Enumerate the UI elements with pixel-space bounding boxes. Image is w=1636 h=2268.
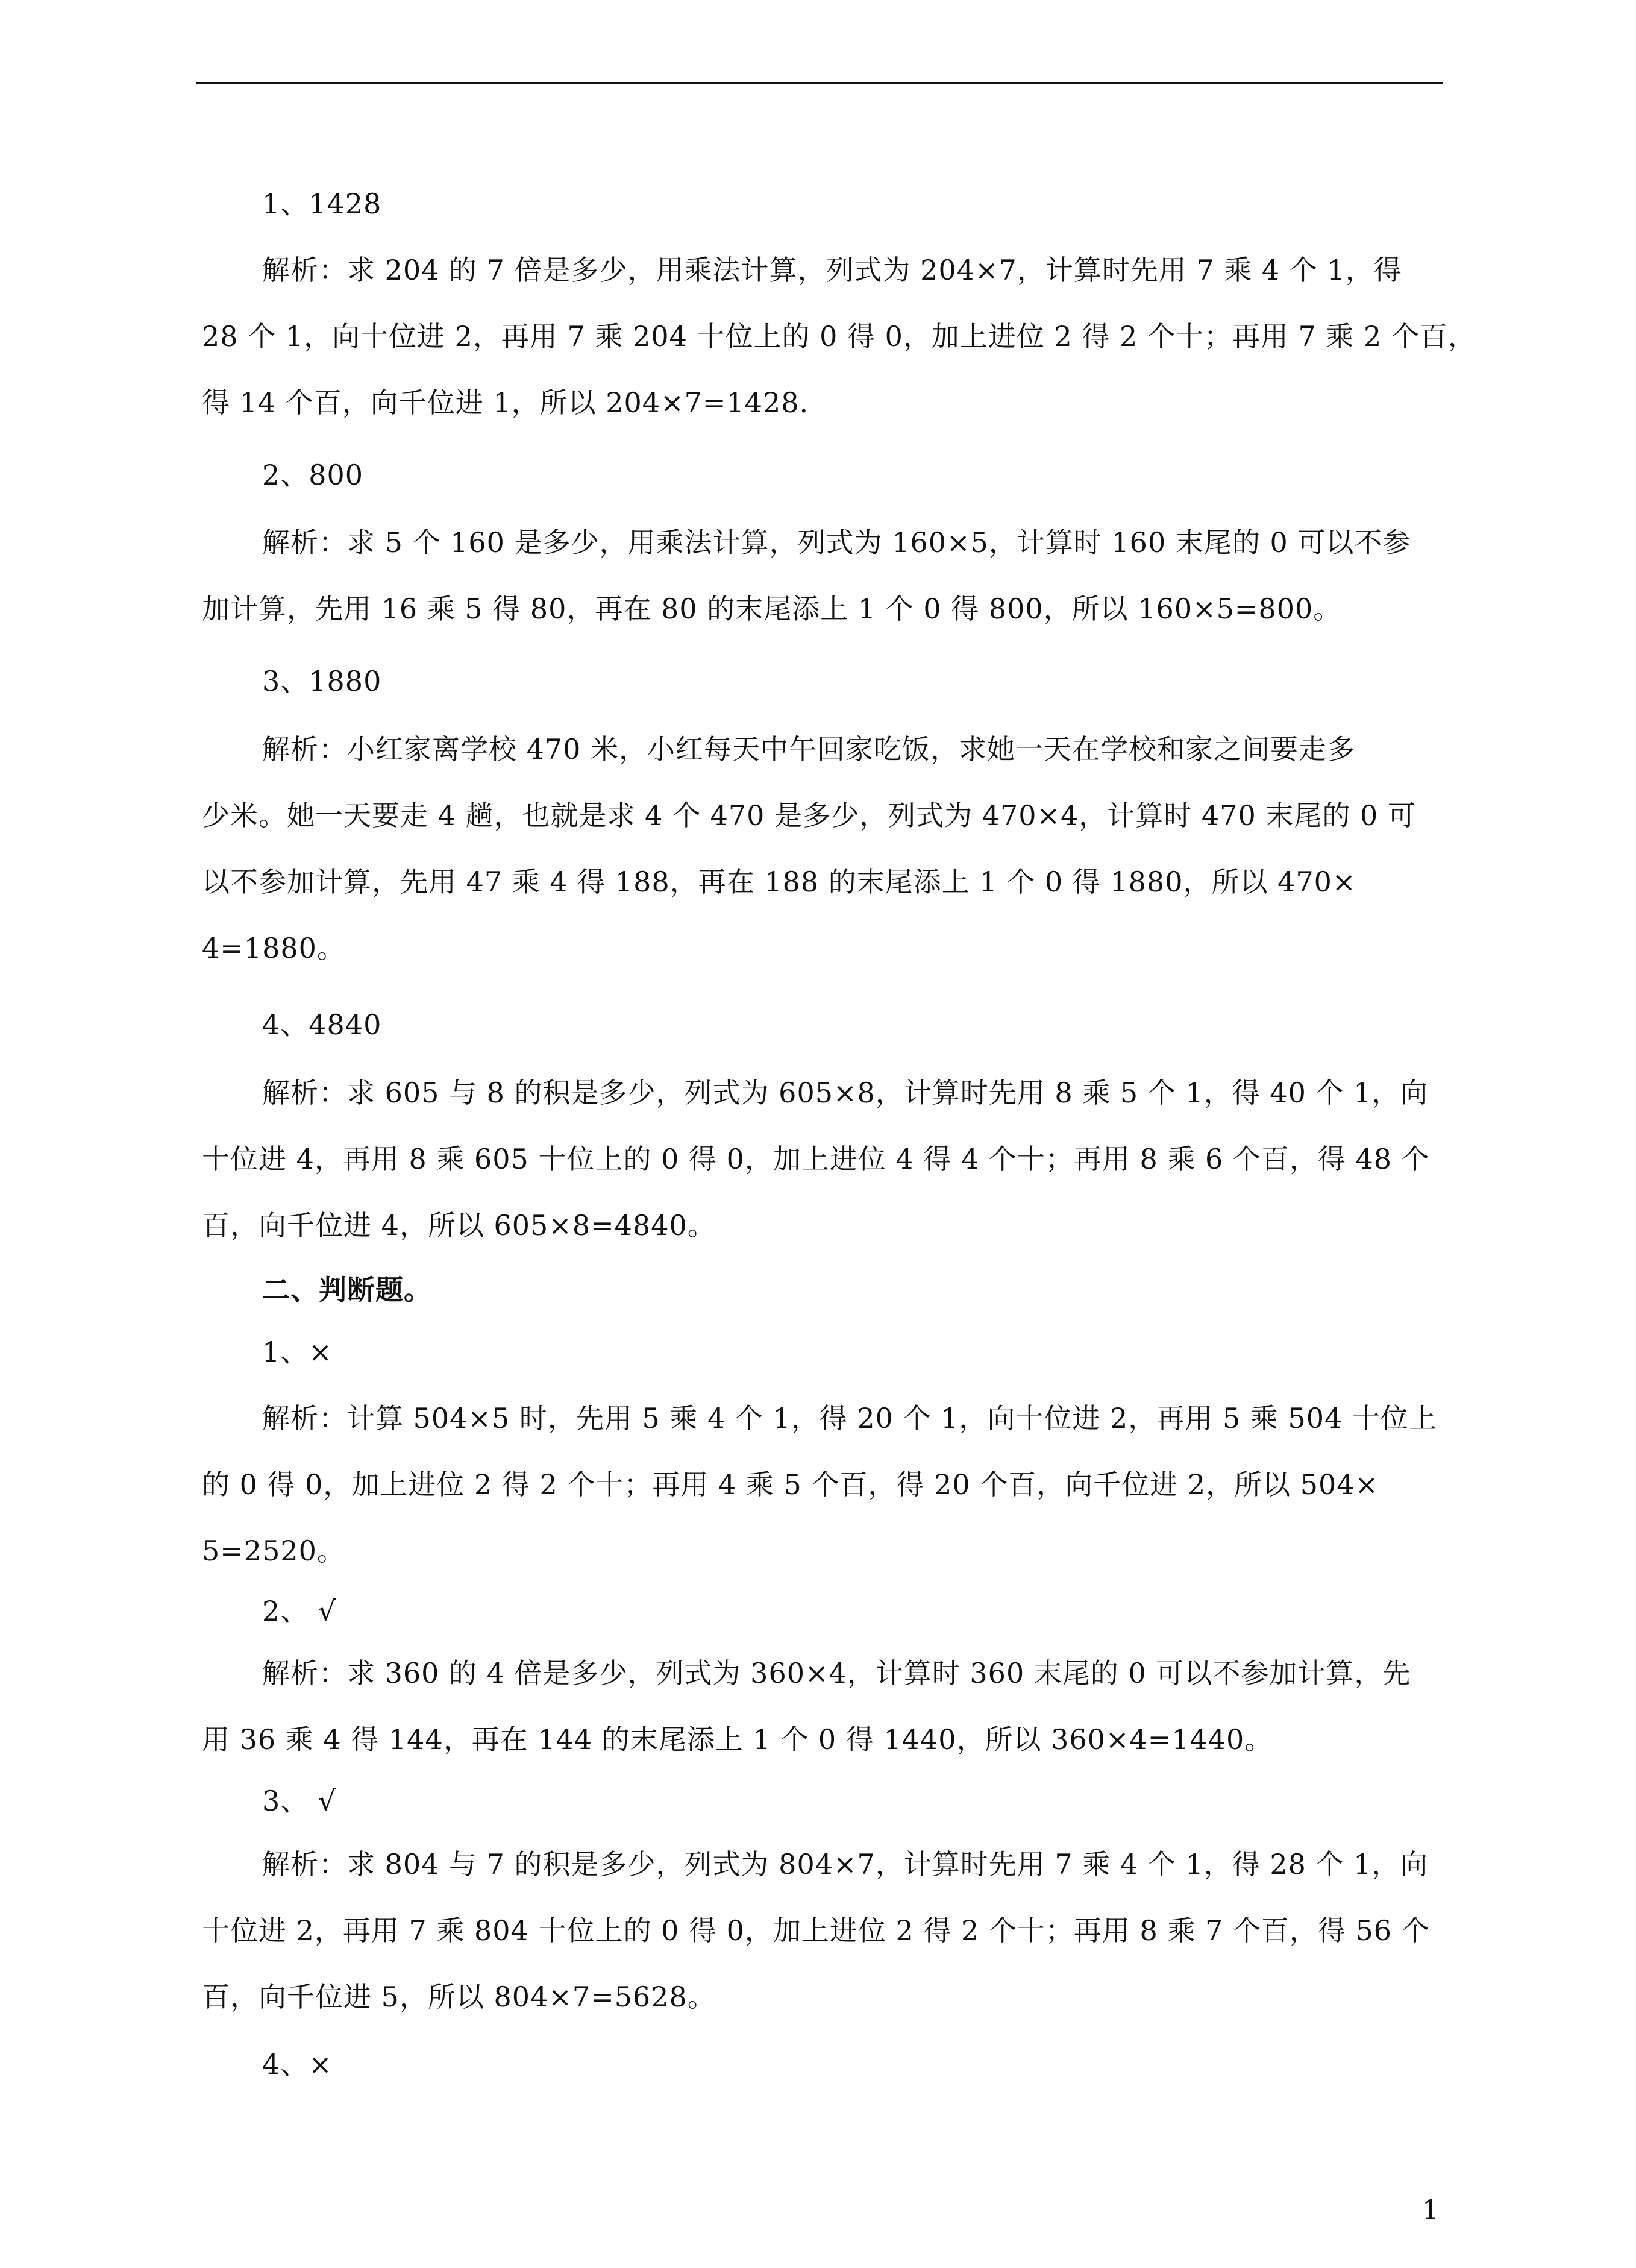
explanation-line: 以不参加计算，先用 47 乘 4 得 188，再在 188 的末尾添上 1 个 0 得 1880，所以 470×	[202, 865, 1356, 898]
explanation-line: 5=2520。	[202, 1535, 345, 1567]
explanation-line: 得 14 个百，向千位进 1，所以 204×7=1428.	[202, 386, 809, 419]
answer-heading: 1、×	[262, 1336, 333, 1368]
explanation-line: 解析：求 204 的 7 倍是多少，用乘法计算，列式为 204×7，计算时先用 7 乘 4 个 1，得	[262, 254, 1402, 286]
answer-heading: 3、 √	[262, 1785, 337, 1817]
answer-heading: 1、1428	[262, 187, 382, 220]
explanation-line: 少米。她一天要走 4 趟，也就是求 4 个 470 是多少，列式为 470×4，计算时 470 末尾的 0 可	[202, 799, 1416, 832]
explanation-line: 十位进 2，再用 7 乘 804 十位上的 0 得 0，加上进位 2 得 2 个十；再用 8 乘 7 个百，得 56 个	[202, 1914, 1430, 1947]
answer-heading: 2、 √	[262, 1595, 337, 1627]
explanation-line: 加计算，先用 16 乘 5 得 80，再在 80 的末尾添上 1 个 0 得 800，所以 160×5=800。	[202, 592, 1342, 625]
explanation-line: 解析：求 605 与 8 的积是多少，列式为 605×8，计算时先用 8 乘 5 个 1，得 40 个 1，向	[262, 1076, 1429, 1109]
answer-heading: 4、4840	[262, 1008, 382, 1041]
explanation-line: 百，向千位进 4，所以 605×8=4840。	[202, 1209, 716, 1242]
explanation-line: 解析：求 360 的 4 倍是多少，列式为 360×4，计算时 360 末尾的 0 可以不参加计算，先	[262, 1657, 1411, 1689]
header-rule	[196, 82, 1443, 84]
explanation-line: 解析：计算 504×5 时，先用 5 乘 4 个 1，得 20 个 1，向十位进 2，再用 5 乘 504 十位上	[262, 1402, 1437, 1434]
answer-heading: 3、1880	[262, 665, 382, 697]
explanation-line: 用 36 乘 4 得 144，再在 144 的末尾添上 1 个 0 得 1440，所以 360×4=1440。	[202, 1723, 1273, 1756]
explanation-line: 解析：求 804 与 7 的积是多少，列式为 804×7，计算时先用 7 乘 4 个 1，得 28 个 1，向	[262, 1848, 1429, 1880]
explanation-line: 28 个 1，向十位进 2，再用 7 乘 204 十位上的 0 得 0，加上进位 2 得 2 个十；再用 7 乘 2 个百，	[202, 320, 1476, 353]
explanation-line: 解析：小红家离学校 470 米，小红每天中午回家吃饭，求她一天在学校和家之间要走多	[262, 733, 1356, 765]
section-title: 二、判断题。	[262, 1274, 432, 1306]
page-number: 1	[1422, 2195, 1439, 2226]
explanation-line: 百，向千位进 5，所以 804×7=5628。	[202, 1981, 716, 2013]
explanation-line: 的 0 得 0，加上进位 2 得 2 个十；再用 4 乘 5 个百，得 20 个百，向千位进 2，所以 504×	[202, 1468, 1379, 1501]
explanation-line: 解析：求 5 个 160 是多少，用乘法计算，列式为 160×5，计算时 160 末尾的 0 可以不参	[262, 526, 1411, 559]
explanation-line: 4=1880。	[202, 932, 345, 964]
answer-heading: 4、×	[262, 2048, 333, 2081]
answer-heading: 2、800	[262, 459, 364, 491]
explanation-line: 十位进 4，再用 8 乘 605 十位上的 0 得 0，加上进位 4 得 4 个十；再用 8 乘 6 个百，得 48 个	[202, 1143, 1430, 1175]
